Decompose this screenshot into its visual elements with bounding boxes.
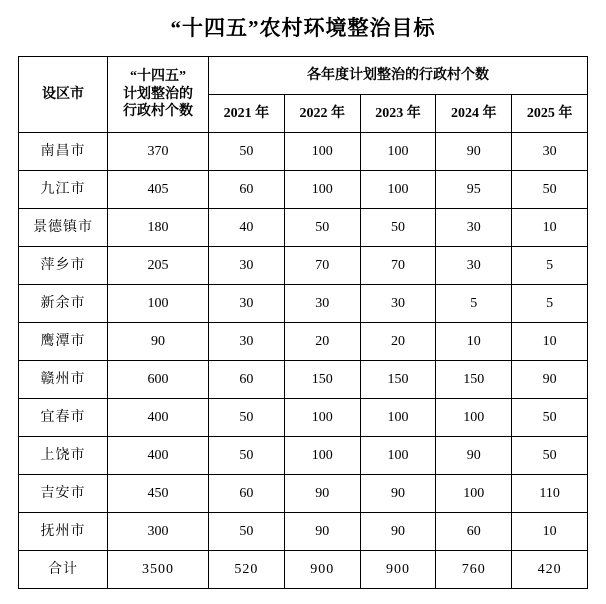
total-row-total: 3500 [108,551,209,589]
row-year-2024: 10 [436,323,512,361]
row-region: 抚州市 [19,513,108,551]
total-row-year-2025: 420 [512,551,588,589]
row-year-2025: 50 [512,171,588,209]
row-year-2023: 100 [360,437,436,475]
row-year-2025: 10 [512,323,588,361]
header-total-line-1: “十四五” [130,69,186,85]
total-row-year-2023: 900 [360,551,436,589]
row-total: 300 [108,513,209,551]
header-year-2023: 2023 年 [360,95,436,133]
row-year-2025: 10 [512,209,588,247]
row-year-2022: 100 [284,437,360,475]
table-body [19,133,588,589]
row-year-2022: 70 [284,247,360,285]
table-total-row [19,551,588,589]
row-year-2025: 30 [512,133,588,171]
row-year-2023: 50 [360,209,436,247]
row-year-2023: 90 [360,475,436,513]
row-year-2025: 110 [512,475,588,513]
row-year-2024: 150 [436,361,512,399]
row-year-2022: 100 [284,133,360,171]
row-total: 180 [108,209,209,247]
row-year-2024: 30 [436,209,512,247]
table-row [19,399,588,437]
row-year-2024: 90 [436,437,512,475]
row-year-2021: 50 [209,513,285,551]
table-header [19,57,588,133]
header-year-2024: 2024 年 [436,95,512,133]
header-year-2022: 2022 年 [284,95,360,133]
row-year-2023: 100 [360,171,436,209]
row-year-2022: 90 [284,513,360,551]
header-year-group: 各年度计划整治的行政村个数 [209,57,588,95]
row-year-2025: 50 [512,437,588,475]
row-year-2023: 20 [360,323,436,361]
row-year-2024: 60 [436,513,512,551]
row-year-2022: 150 [284,361,360,399]
row-year-2024: 100 [436,399,512,437]
table-row [19,133,588,171]
row-year-2024: 95 [436,171,512,209]
table-row [19,209,588,247]
table-row [19,247,588,285]
row-year-2021: 40 [209,209,285,247]
row-year-2025: 90 [512,361,588,399]
total-row-label: 合计 [19,551,108,589]
row-region: 宜春市 [19,399,108,437]
total-row-year-2022: 900 [284,551,360,589]
table-row [19,513,588,551]
row-year-2024: 100 [436,475,512,513]
row-year-2023: 70 [360,247,436,285]
header-row-top [19,57,588,95]
table-row [19,285,588,323]
row-year-2025: 10 [512,513,588,551]
row-year-2022: 100 [284,171,360,209]
row-year-2022: 30 [284,285,360,323]
row-year-2022: 100 [284,399,360,437]
row-year-2021: 50 [209,133,285,171]
table-row [19,361,588,399]
row-region: 上饶市 [19,437,108,475]
row-year-2021: 60 [209,361,285,399]
table-row [19,437,588,475]
row-region: 九江市 [19,171,108,209]
row-year-2022: 20 [284,323,360,361]
row-region: 新余市 [19,285,108,323]
row-region: 鹰潭市 [19,323,108,361]
row-total: 100 [108,285,209,323]
header-total [108,57,209,133]
row-region: 南昌市 [19,133,108,171]
table-row [19,475,588,513]
row-year-2021: 50 [209,399,285,437]
row-year-2022: 50 [284,209,360,247]
page-title: “十四五”农村环境整治目标 [170,16,436,40]
row-total: 90 [108,323,209,361]
row-region: 吉安市 [19,475,108,513]
row-total: 450 [108,475,209,513]
row-total: 600 [108,361,209,399]
row-region: 赣州市 [19,361,108,399]
row-year-2025: 5 [512,247,588,285]
header-year-2025: 2025 年 [512,95,588,133]
row-year-2025: 5 [512,285,588,323]
rural-environment-targets-table [18,56,588,589]
row-year-2021: 50 [209,437,285,475]
total-row-year-2024: 760 [436,551,512,589]
row-year-2023: 100 [360,133,436,171]
row-year-2024: 90 [436,133,512,171]
total-row-year-2021: 520 [209,551,285,589]
row-year-2021: 60 [209,171,285,209]
row-year-2025: 50 [512,399,588,437]
row-total: 405 [108,171,209,209]
header-region: 设区市 [19,57,108,133]
header-year-2021: 2021 年 [209,95,285,133]
row-year-2022: 90 [284,475,360,513]
row-year-2023: 150 [360,361,436,399]
row-year-2021: 30 [209,323,285,361]
row-region: 景德镇市 [19,209,108,247]
row-year-2021: 30 [209,247,285,285]
header-total-line-3: 行政村个数 [123,104,193,120]
row-total: 205 [108,247,209,285]
row-year-2023: 100 [360,399,436,437]
header-total-line-2: 计划整治的 [123,86,193,102]
row-year-2023: 90 [360,513,436,551]
row-year-2021: 30 [209,285,285,323]
row-year-2024: 30 [436,247,512,285]
row-region: 萍乡市 [19,247,108,285]
row-year-2024: 5 [436,285,512,323]
row-total: 400 [108,399,209,437]
row-total: 400 [108,437,209,475]
table-row [19,171,588,209]
row-total: 370 [108,133,209,171]
row-year-2023: 30 [360,285,436,323]
row-year-2021: 60 [209,475,285,513]
table-row [19,323,588,361]
